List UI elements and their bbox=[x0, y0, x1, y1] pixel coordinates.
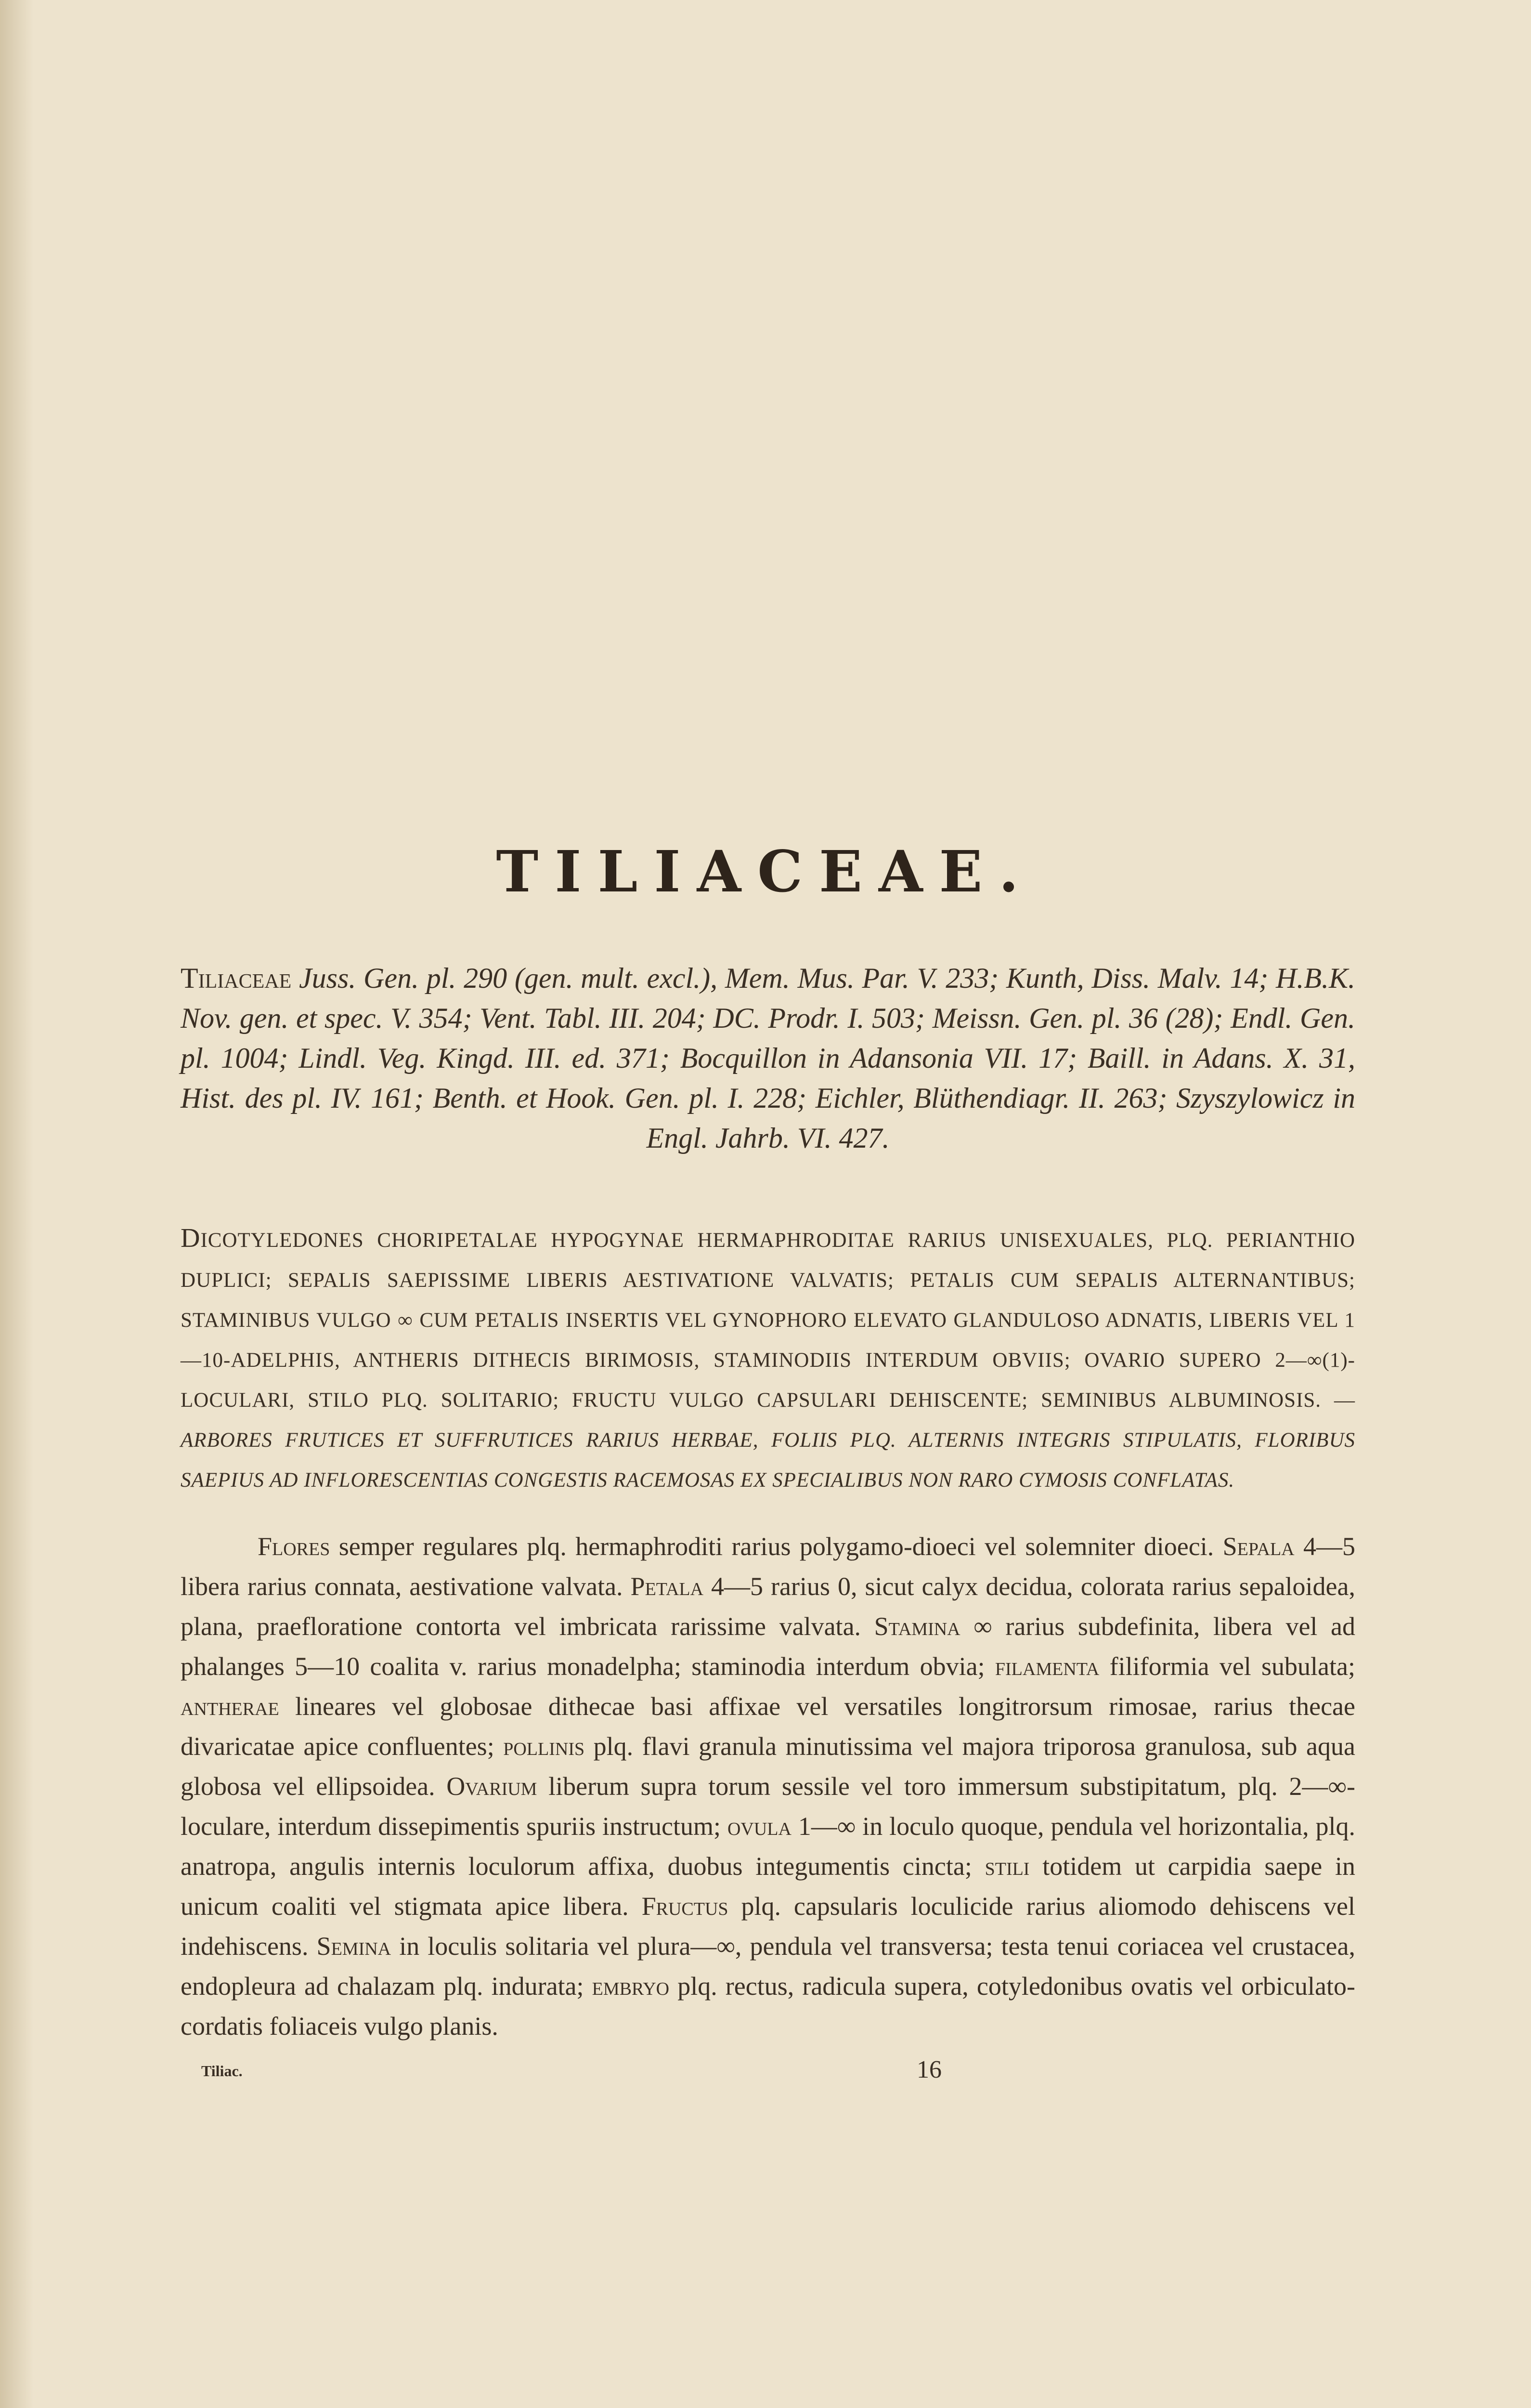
diagnosis-text-2: ARBORES FRUTICES ET SUFFRUTICES RARIUS HERBAE, FOLIIS PLQ. ALTERNIS INTEGRIS STIPULATIS, FLORIBUS SAEPIUS AD INFLORESCENTIAS CONGESTIS RACEMOSAS EX SPECIALIBUS NON RARO CYMOSIS CONFLATAS. bbox=[181, 1429, 1355, 1492]
text-fructus: plq. capsularis loculicide rarius aliomodo dehiscens vel indehiscens. bbox=[181, 1892, 1356, 1961]
term-petala: Petala bbox=[630, 1572, 704, 1601]
text-antherae: lineares vel globosae dithecae basi affixae vel versatiles longitrorsum rimosae, rarius thecae divaricatae apice confluentes; bbox=[181, 1692, 1355, 1761]
term-pollinis: pollinis bbox=[503, 1732, 585, 1761]
references-text: Juss. Gen. pl. 290 (gen. mult. excl.), Mem. Mus. Par. V. 233; Kunth, Diss. Malv. 14; H.B.K. Nov. gen. et spec. V. 354; Vent. Tabl. III. 204; DC. Prodr. I. 503; Meissn. Gen. pl. 36 (28); Endl. Gen. pl. 1004; Lindl. Veg. Kingd. III. ed. 371; Bocquillon in Adansonia VII. 17; Baill. in Adans. X. 31, Hist. des pl. IV. 161; Benth. et Hook. Gen. pl. I. 228; Eichler, Blüthendiagr. II. 263; Szyszylowicz in Engl. Jahrb. VI. 427. bbox=[181, 962, 1356, 1154]
text-embryo: plq. rectus, radicula supera, cotyledonibus ovatis vel orbiculato-cordatis foliaceis vulgo planis. bbox=[181, 1972, 1355, 2041]
term-fructus: Fructus bbox=[641, 1892, 728, 1921]
text-sepala: 4—5 libera rarius connata, aestivatione valvata. bbox=[181, 1532, 1355, 1601]
text-ovarium: liberum supra torum sessile vel toro immersum substipitatum, plq. 2—∞-loculare, interdum dissepimentis spuriis instructum; bbox=[181, 1772, 1355, 1841]
references-lead: Tiliaceae bbox=[181, 962, 292, 994]
term-embryo: embryo bbox=[592, 1972, 670, 2001]
text-pollinis: plq. flavi granula minutissima vel majora triporosa granulosa, sub aqua globosa vel ellipsoidea. bbox=[181, 1732, 1355, 1801]
diagnosis-body: ICOTYLEDONES CHORIPETALAE HYPOGYNAE HERMAPHRODITAE RARIUS UNISEXUALES, PLQ. PERIANTHIO DUPLICI; SEPALIS SAEPISSIME LIBERIS AESTIVATIONE VALVATIS; PETALIS CUM SEPALIS ALTERNANTIBUS; STAMINIBUS VULGO ∞ CUM PETALIS INSERTIS VEL GYNOPHORO ELEVATO GLANDULOSO ADNATIS, LIBERIS VEL 1—10-ADELPHIS, ANTHERIS DITHECIS BIRIMOSIS, STAMINODIIS INTERDUM OBVIIS; OVARIO SUPERO 2—∞(1)-LOCULARI, STILO PLQ. SOLITARIO; FRUCTU VULGO CAPSULARI DEHISCENTE; SEMINIBUS ALBUMINOSIS. — bbox=[181, 1229, 1355, 1412]
diagnosis-text-1 bbox=[181, 1223, 1355, 1412]
text-stili: totidem ut carpidia saepe in unicum coaliti vel stigmata apice libera. bbox=[181, 1852, 1355, 1921]
term-flores: Flores bbox=[258, 1532, 330, 1561]
term-ovula: ovula bbox=[727, 1812, 791, 1841]
text-ovula: 1—∞ in loculo quoque, pendula vel horizontalia, plq. anatropa, angulis internis loculorum affixa, duobus integumentis cincta; bbox=[181, 1812, 1356, 1881]
page-title: TILIACEAE. bbox=[496, 838, 1035, 905]
page-edge-shadow bbox=[0, 0, 34, 2408]
text-filamenta: filiformia vel subulata; bbox=[1099, 1652, 1355, 1681]
text-flores: semper regulares plq. hermaphroditi rarius polygamo-dioeci vel solemniter dioeci. bbox=[330, 1532, 1223, 1561]
term-filamenta: filamenta bbox=[995, 1652, 1100, 1681]
text-petala: 4—5 rarius 0, sicut calyx decidua, colorata rarius sepaloidea, plana, praefloratione contorta vel imbricata rarissime valvata. bbox=[181, 1572, 1355, 1641]
page-number: 16 bbox=[917, 2056, 942, 2083]
diagnosis-paragraph bbox=[181, 1218, 1355, 1500]
term-antherae: antherae bbox=[181, 1692, 279, 1721]
term-sepala: Sepala bbox=[1222, 1532, 1295, 1561]
term-ovarium: Ovarium bbox=[446, 1772, 537, 1801]
signature-mark: Tiliac. bbox=[201, 2062, 243, 2080]
text-semina: in loculis solitaria vel plura—∞, pendula vel transversa; testa tenui coriacea vel crustacea, endopleura ad chalazam plq. indurata; bbox=[181, 1932, 1355, 2001]
term-semina: Semina bbox=[316, 1932, 391, 1961]
references-paragraph bbox=[181, 958, 1355, 1158]
text-stamina: ∞ rarius subdefinita, libera vel ad phalanges 5—10 coalita v. rarius monadelpha; staminodia interdum obvia; bbox=[181, 1612, 1356, 1681]
term-stamina: Stamina bbox=[874, 1612, 960, 1641]
description-paragraph bbox=[181, 1527, 1355, 2046]
diagnosis-lead: D bbox=[181, 1223, 201, 1253]
term-stili: stili bbox=[985, 1852, 1030, 1881]
